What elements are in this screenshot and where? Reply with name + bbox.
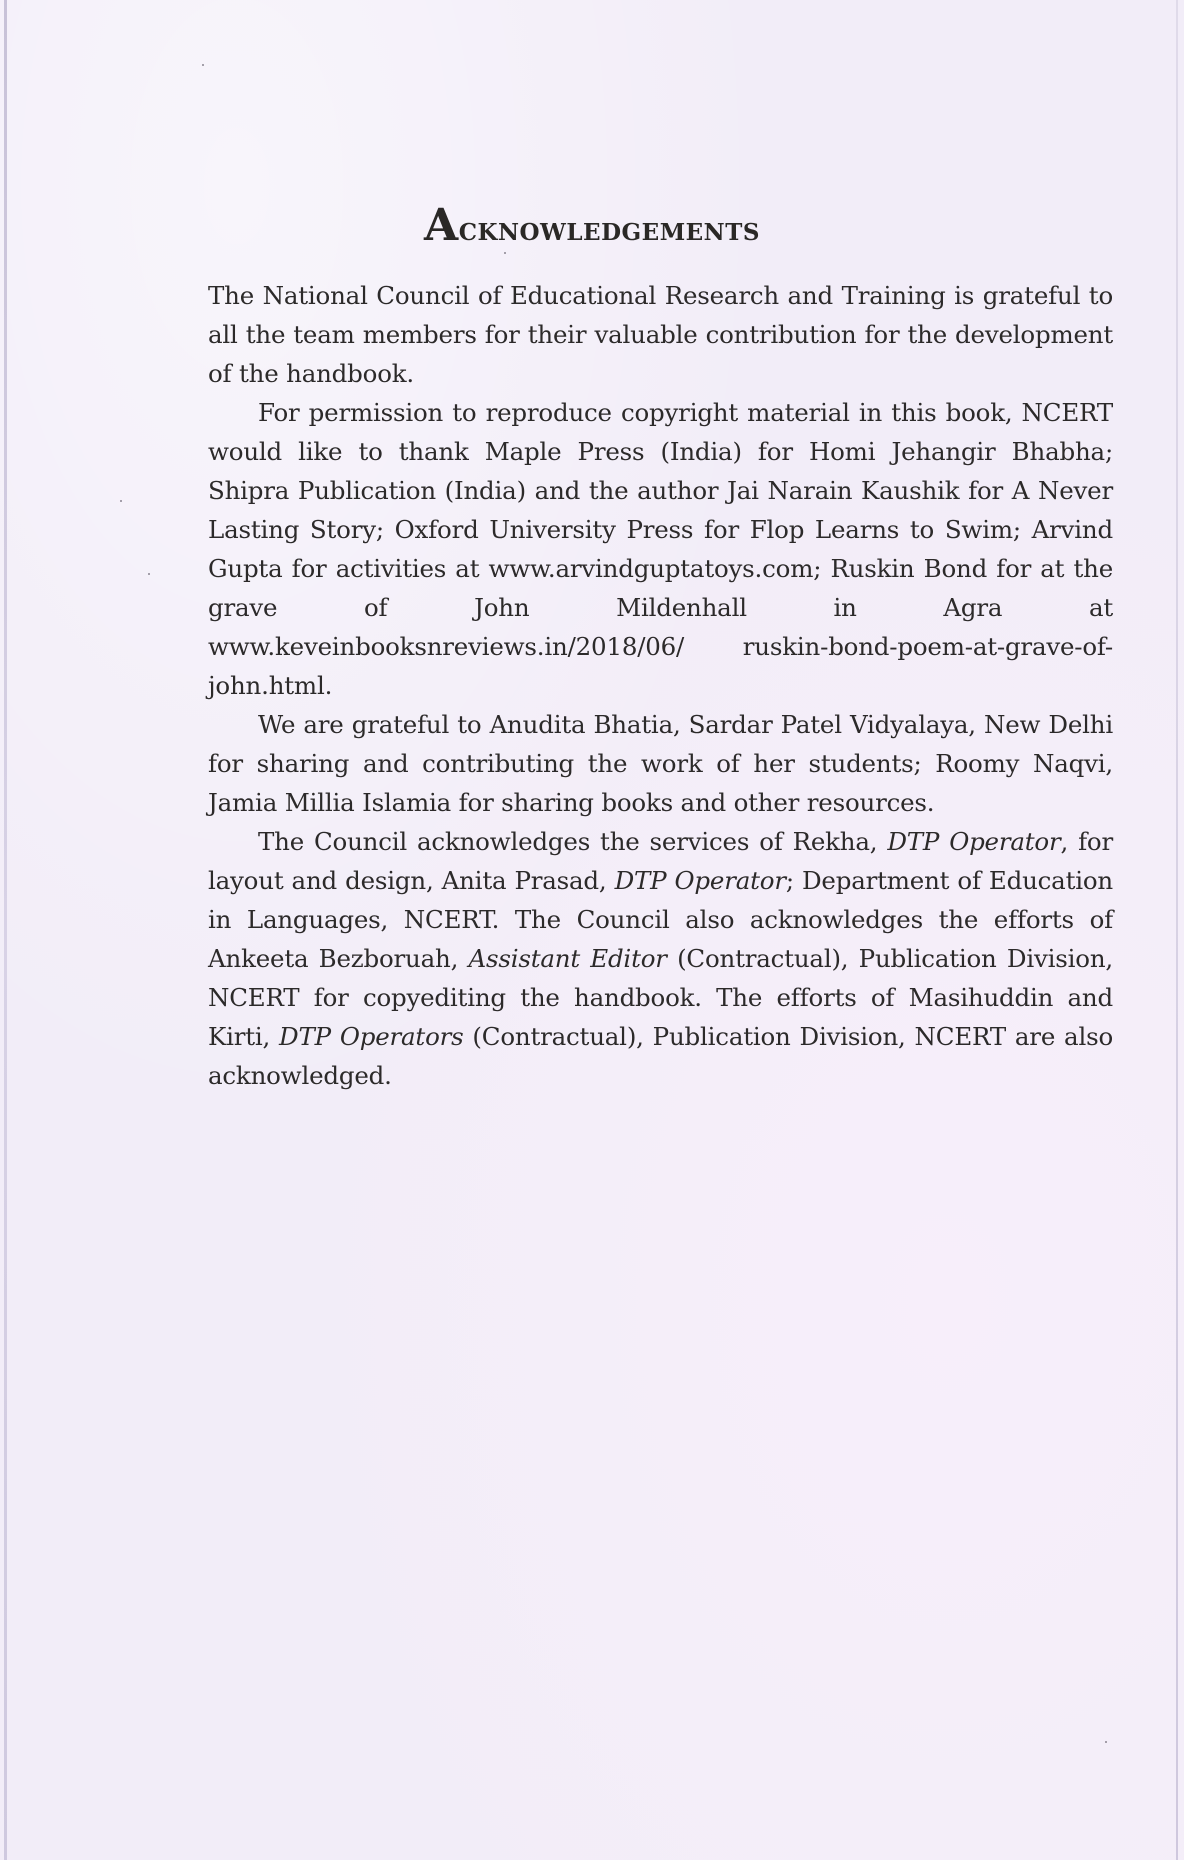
paragraph-text: For permission to reproduce copyright material in this book, NCERT would like to thank Maple Press (India) for Homi Jehangir Bhabha; Shipra Publication (India) and the author Jai Narain Kaushik for A Never Lasting Story; Oxford University Press for Flop Learns to Swim; Arvind Gupta for activities at www.arvindguptatoys.com; Ruskin Bond for at the grave of John Mildenhall in Agra at www.keveinbooksnreviews.in/2018/06/ ruskin-bond-poem-at-grave-of-john.html. — [208, 398, 1113, 700]
page-right-edge — [1176, 0, 1178, 1860]
paragraph-intro — [208, 276, 1113, 393]
acknowledgement-body — [208, 276, 1113, 1095]
italic-job-title: DTP Operator — [887, 827, 1061, 856]
paragraph-staff-services — [208, 822, 1113, 1095]
italic-job-title: Assistant Editor — [468, 944, 667, 973]
page-title — [0, 200, 1184, 251]
paragraph-copyright-permissions — [208, 393, 1113, 705]
paragraph-text: (Contractual), Publication Division, NCERT are also acknowledged. — [208, 1022, 1114, 1090]
italic-job-title: DTP Operator — [614, 866, 786, 895]
paper-speck — [504, 252, 506, 254]
paragraph-contributors — [208, 705, 1113, 822]
page-left-edge — [4, 0, 7, 1860]
title-initial: A — [424, 200, 459, 252]
paper-speck — [202, 64, 204, 66]
paper-speck — [1105, 1741, 1107, 1743]
paragraph-text: , for layout and design, Anita Prasad, — [208, 827, 1113, 895]
paragraph-text: (Contractual), Publication Division, NCERT for copyediting the handbook. The efforts of Masihuddin and Kirti, — [208, 944, 1114, 1051]
paper-speck — [120, 500, 122, 502]
paper-speck — [148, 573, 150, 575]
paragraph-text: We are grateful to Anudita Bhatia, Sardar Patel Vidyalaya, New Delhi for sharing and contributing the work of her students; Roomy Naqvi, Jamia Millia Islamia for sharing books and other resources. — [208, 710, 1113, 817]
paragraph-text: The Council acknowledges the services of Rekha, — [258, 827, 888, 856]
italic-job-title: DTP Operators — [279, 1022, 464, 1051]
title-rest: cknowledgements — [458, 209, 760, 249]
paragraph-text: The National Council of Educational Research and Training is grateful to all the team members for their valuable contribution for the development of the handbook. — [208, 281, 1113, 388]
paragraph-text: ; Department of Education in Languages, NCERT. The Council also acknowledges the efforts of Ankeeta Bezboruah, — [208, 866, 1113, 973]
